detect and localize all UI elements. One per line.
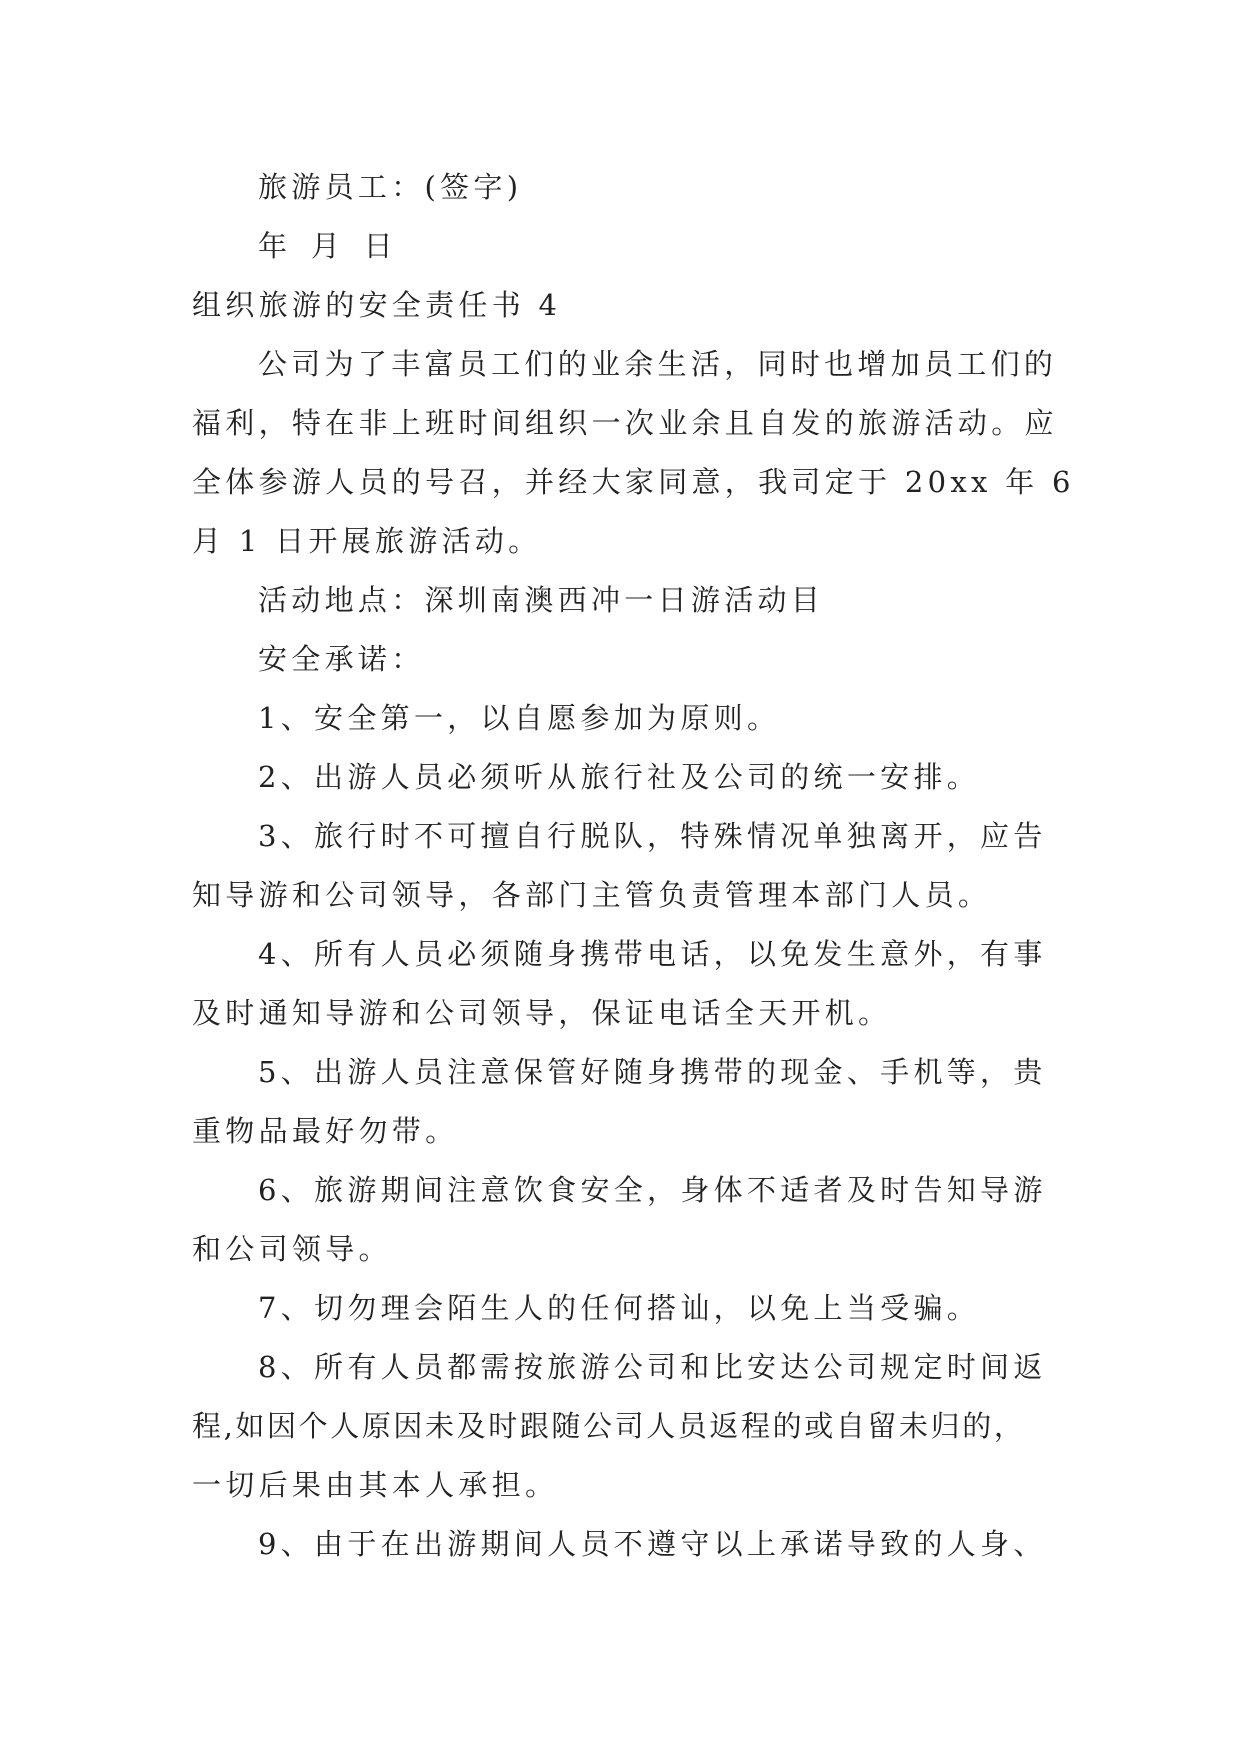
list-item: 9、由于在出游期间人员不遵守以上承诺导致的人身、 — [258, 1527, 1047, 1561]
list-item-continuation: 及时通知导游和公司领导，保证电话全天开机。 — [192, 996, 892, 1030]
paragraph-line: 福利，特在非上班时间组织一次业余且自发的旅游活动。应 — [192, 406, 1058, 440]
list-item-continuation: 知导游和公司领导，各部门主管负责管理本部门人员。 — [192, 878, 992, 912]
list-item: 6、旅游期间注意饮食安全，身体不适者及时告知导游 — [258, 1173, 1047, 1207]
section-title: 组织旅游的安全责任书 4 — [192, 288, 562, 322]
list-item: 7、切勿理会陌生人的任何搭讪，以免上当受骗。 — [258, 1291, 981, 1325]
list-item-continuation: 和公司领导。 — [192, 1232, 392, 1266]
list-item: 5、出游人员注意保管好随身携带的现金、手机等，贵 — [258, 1055, 1047, 1089]
list-item: 2、出游人员必须听从旅行社及公司的统一安排。 — [258, 760, 981, 794]
list-item: 4、所有人员必须随身携带电话，以免发生意外，有事 — [258, 937, 1047, 971]
signature-line: 旅游员工：(签字) — [258, 170, 523, 204]
paragraph-line: 月 1 日开展旅游活动。 — [192, 524, 542, 558]
list-item: 1、安全第一，以自愿参加为原则。 — [258, 701, 781, 735]
list-item-continuation: 程,如因个人原因未及时跟随公司人员返程的或自留未归的， — [192, 1409, 1026, 1443]
list-item: 3、旅行时不可擅自行脱队，特殊情况单独离开，应告 — [258, 819, 1047, 853]
activity-location: 活动地点：深圳南澳西冲一日游活动目 — [258, 583, 825, 617]
list-item-continuation: 重物品最好勿带。 — [192, 1114, 459, 1148]
list-item: 8、所有人员都需按旅游公司和比安达公司规定时间返 — [258, 1350, 1047, 1384]
safety-heading: 安全承诺： — [258, 642, 425, 676]
paragraph-line: 全体参游人员的号召，并经大家同意，我司定于 20xx 年 6 — [192, 465, 1075, 499]
paragraph-line: 公司为了丰富员工们的业余生活，同时也增加员工们的 — [258, 347, 1058, 381]
list-item-continuation: 一切后果由其本人承担。 — [192, 1468, 559, 1502]
date-line: 年 月 日 — [258, 229, 397, 263]
